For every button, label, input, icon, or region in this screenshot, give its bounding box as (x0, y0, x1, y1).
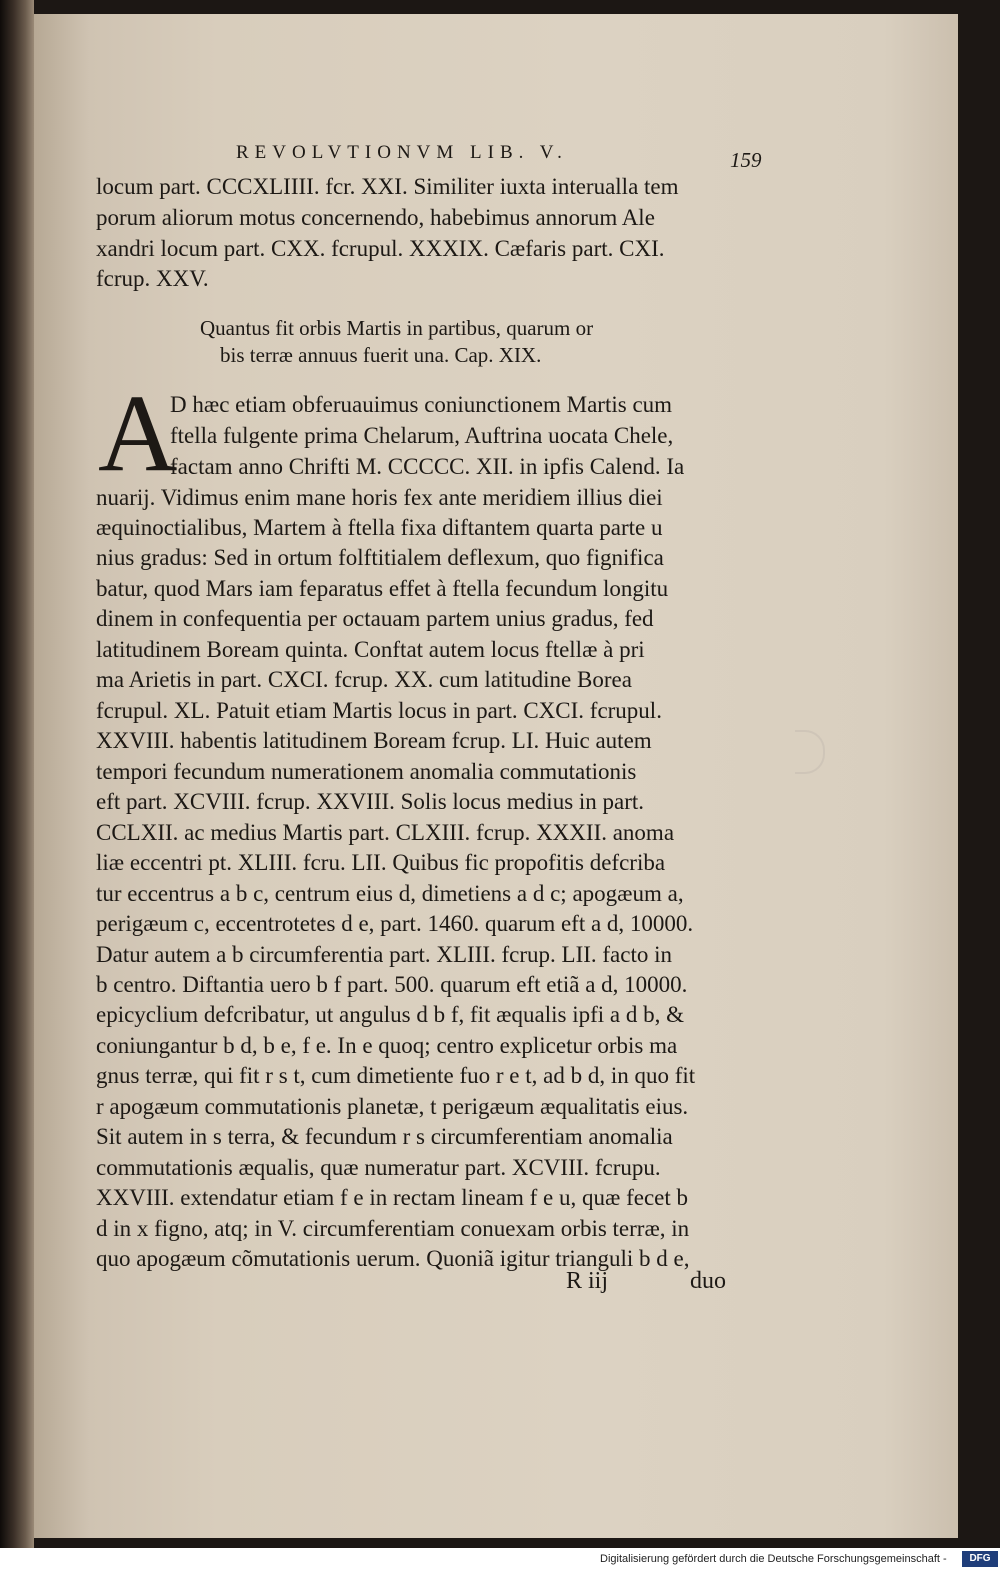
text-line: b centro. Diftantia uero b f part. 500. quarum eft etiã a d, 10000. (96, 972, 688, 997)
text-line: XXVIII. habentis latitudinem Boream fcrup. LI. Huic autem (96, 728, 652, 753)
text-line: nuarij. Vidimus enim mane horis fex ante meridiem illius diei (96, 485, 663, 510)
text-line: D hæc etiam obferuauimus coniunctionem Martis cum (170, 392, 673, 417)
text-line: eft part. XCVIII. fcrup. XXVIII. Solis locus medius in part. (96, 789, 645, 814)
catchword: duo (690, 1268, 726, 1294)
text-line: fcrupul. XL. Patuit etiam Martis locus in part. CXCI. fcrupul. (96, 698, 662, 723)
text-line: æquinoctialibus, Martem à ftella fixa diftantem quarta parte u (96, 515, 663, 540)
text-line: locum part. CCCXLIIII. fcr. XXI. Similiter iuxta interualla tem (96, 174, 679, 199)
text-line: tur eccentrus a b c, centrum eius d, dimetiens a d c; apogæum a, (96, 881, 684, 906)
text-line: ma Arietis in part. CXCI. fcrup. XX. cum latitudine Borea (96, 667, 632, 692)
signature-mark: R iij (566, 1268, 609, 1294)
text-line: CCLXII. ac medius Martis part. CLXIII. fcrup. XXXII. anoma (96, 820, 675, 845)
text-line: latitudinem Boream quinta. Conftat autem locus ftellæ à pri (96, 637, 645, 662)
text-line: XXVIII. extendatur etiam f e in rectam lineam f e u, quæ fecet b (96, 1185, 689, 1210)
text-line: xandri locum part. CXX. fcrupul. XXXIX. Cæfaris part. CXI. (96, 236, 665, 261)
text-line: tempori fecundum numerationem anomalia commutationis (96, 759, 637, 784)
drop-cap-initial: A (98, 372, 178, 494)
text-line: coniungantur b d, b e, f e. In e quoq; centro explicetur orbis ma (96, 1033, 678, 1058)
page-number: 159 (730, 148, 762, 172)
chapter-title: bis terræ annuus fuerit una. Cap. XIX. (220, 343, 542, 367)
book-spine (0, 0, 34, 1548)
text-line: Datur autem a b circumferentia part. XLIII. fcrup. LII. facto in (96, 942, 672, 967)
text-line: Sit autem in s terra, & fecundum r s circumferentiam anomalia (96, 1124, 673, 1149)
text-line: dinem in confequentia per octauam partem unius gradus, fed (96, 606, 654, 631)
text-line: epicyclium defcribatur, ut angulus d b f, fit æqualis ipfi a d b, & (96, 1002, 685, 1027)
text-line: quo apogæum cõmutationis uerum. Quoniã igitur trianguli b d e, (96, 1246, 690, 1271)
text-line: liæ eccentri pt. XLIII. fcru. LII. Quibus fic propofitis defcriba (96, 850, 666, 875)
text-line: ftella fulgente prima Chelarum, Auftrina uocata Chele, (170, 423, 674, 448)
running-head: REVOLVTIONVM LIB. V. (236, 142, 568, 163)
text-line: fcrup. XXV. (96, 266, 209, 291)
chapter-title: Quantus fit orbis Martis in partibus, quarum or (200, 316, 594, 340)
text-line: gnus terræ, qui fit r s t, cum dimetiente fuo r e t, ad b d, in quo fit (96, 1063, 696, 1088)
page-edge-shadow (958, 14, 1000, 1538)
text-line: commutationis æqualis, quæ numeratur part. XCVIII. fcrupu. (96, 1155, 661, 1180)
text-line: r apogæum commutationis planetæ, t perigæum æqualitatis eius. (96, 1094, 689, 1119)
dfg-logo[interactable]: DFG (962, 1551, 998, 1567)
text-line: batur, quod Mars iam feparatus effet à ftella fecundum longitu (96, 576, 669, 601)
funding-notice: Digitalisierung gefördert durch die Deutsche Forschungsgemeinschaft - (600, 1553, 947, 1565)
text-line: porum aliorum motus concernendo, habebimus annorum Ale (96, 205, 655, 230)
text-line: factam anno Chrifti M. CCCCC. XII. in ipfis Calend. Ia (170, 454, 685, 479)
text-line: perigæum c, eccentrotetes d e, part. 1460. quarum eft a d, 10000. (96, 911, 694, 936)
text-line: nius gradus: Sed in ortum folftitialem deflexum, quo fignifica (96, 545, 664, 570)
text-line: d in x figno, atq; in V. circumferentiam conuexam orbis terræ, in (96, 1216, 690, 1241)
